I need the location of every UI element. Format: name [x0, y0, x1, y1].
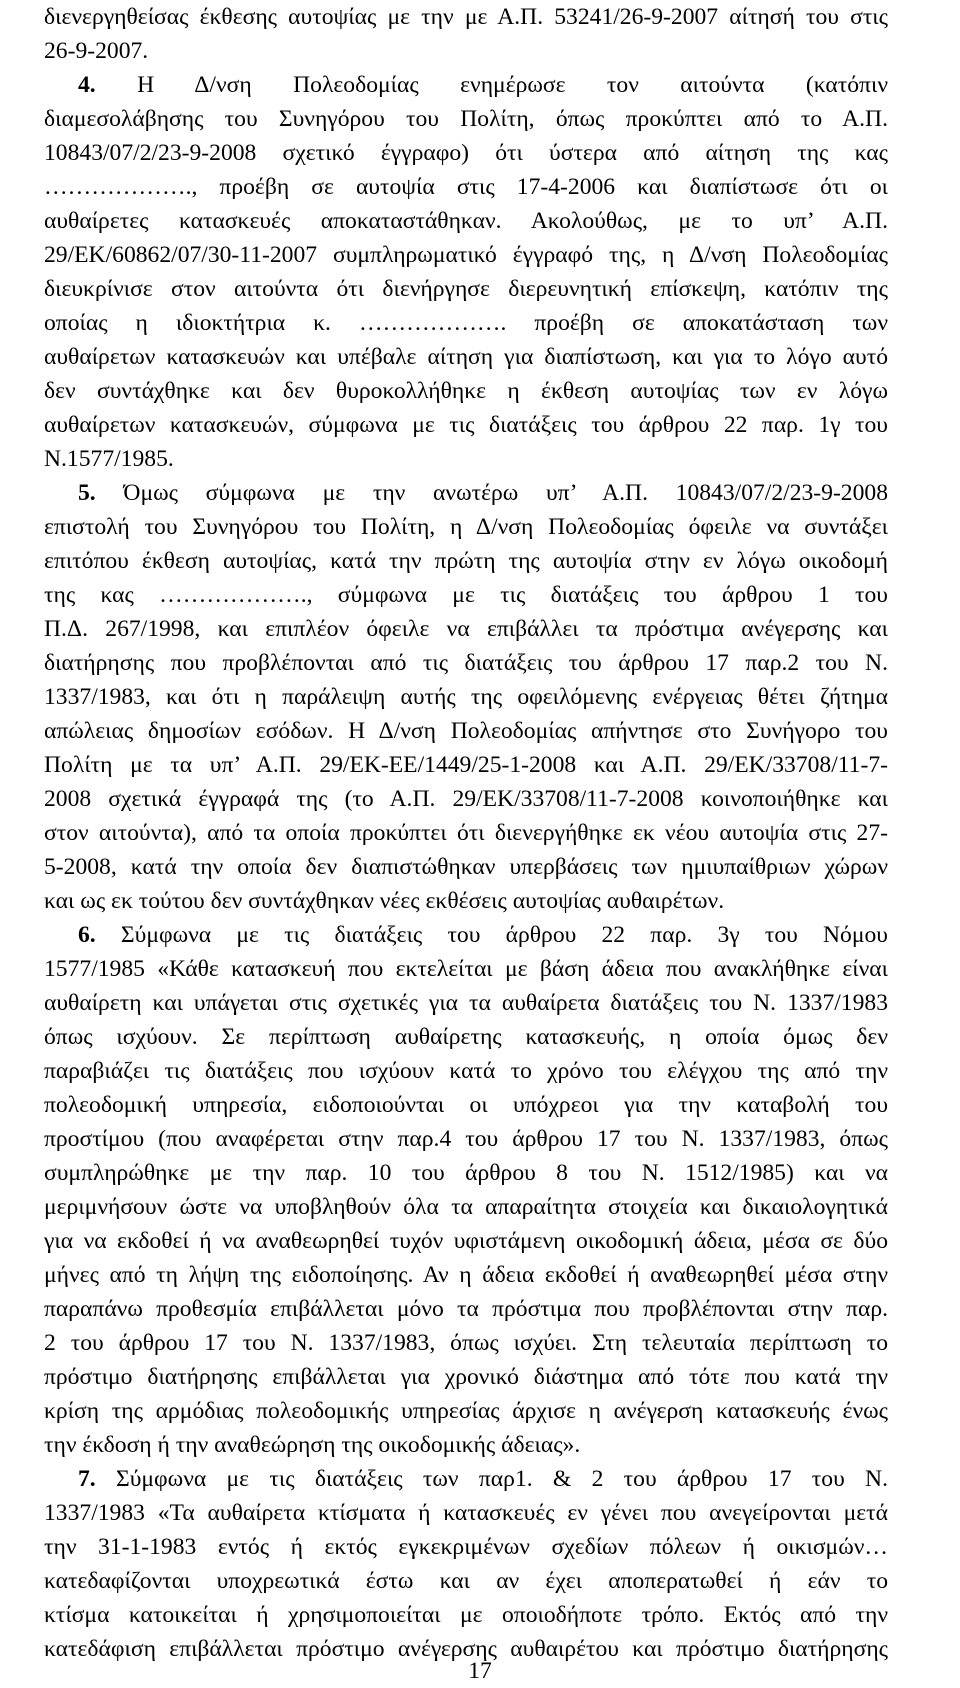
text-line: επιτόπου έκθεση αυτοψίας, κατά την πρώτη της αυτοψία στην εν λόγω οικοδομή: [44, 548, 888, 574]
text-line: προστίμου (που αναφέρεται στην παρ.4 του άρθρου 17 του Ν. 1337/1983, όπως: [44, 1126, 888, 1152]
text-line: αυθαίρετες κατασκευές αποκαταστάθηκαν. Ακολούθως, με το υπ’ Α.Π.: [44, 208, 888, 234]
text-line: για να εκδοθεί ή να αναθεωρηθεί τυχόν υφιστάμενη οικοδομική άδεια, μέσα σε δύο: [44, 1228, 888, 1254]
text-line: κατεδάφιση επιβάλλεται πρόστιμο ανέγερσης αυθαιρέτου και πρόστιμο διατήρησης: [44, 1636, 888, 1662]
text-line: αυθαίρετων κατασκευών και υπέβαλε αίτηση για διαπίστωση, και για το λόγο αυτό: [44, 344, 888, 370]
text-line: 5-2008, κατά την οποία δεν διαπιστώθηκαν υπερβάσεις των ημιυπαίθριων χώρων: [44, 854, 888, 880]
text-line: κρίση της αρμόδιας πολεοδομικής υπηρεσίας άρχισε η ανέγερση κατασκευής ένως: [44, 1398, 888, 1424]
text-line: στον αιτούντα), από τα οποία προκύπτει ότι διενεργήθηκε εκ νέου αυτοψία στις 27-: [44, 820, 888, 846]
text-line: δεν συντάχθηκε και δεν θυροκολλήθηκε η έκθεση αυτοψίας των εν λόγω: [44, 378, 888, 404]
text-line: 1577/1985 «Κάθε κατασκευή που εκτελείται με βάση άδεια που ανακλήθηκε είναι: [44, 956, 888, 982]
text-line: επιστολή του Συνηγόρου του Πολίτη, η Δ/νση Πολεοδομίας όφειλε να συντάξει: [44, 514, 888, 540]
text-line: κατεδαφίζονται υποχρεωτικά έστω και αν έχει αποπερατωθεί ή εάν το: [44, 1568, 888, 1594]
text-line: μήνες από τη λήψη της ειδοποίησης. Αν η άδεια εκδοθεί ή αναθεωρηθεί μέσα στην: [44, 1262, 888, 1288]
text-line: διαμεσολάβησης του Συνηγόρου του Πολίτη, όπως προκύπτει από το Α.Π.: [44, 106, 888, 132]
text-line: πολεοδομική υπηρεσία, ειδοποιούνται οι υπόχρεοι για την καταβολή του: [44, 1092, 888, 1118]
paragraph-number: 5.: [78, 480, 96, 506]
text-line: διατήρησης που προβλέπονται από τις διατάξεις του άρθρου 17 παρ.2 του Ν.: [44, 650, 888, 676]
text-line: 29/ΕΚ/60862/07/30-11-2007 συμπληρωματικό έγγραφό της, η Δ/νση Πολεοδομίας: [44, 242, 888, 268]
text-line: 10843/07/2/23-9-2008 σχετικό έγγραφο) ότι ύστερα από αίτηση της κας: [44, 140, 888, 166]
text-line: παραβιάζει τις διατάξεις που ισχύουν κατά το χρόνο του ελέγχου της από την: [44, 1058, 888, 1084]
text-line: Πολίτη με τα υπ’ Α.Π. 29/ΕΚ-ΕΕ/1449/25-1-2008 και Α.Π. 29/ΕΚ/33708/11-7-: [44, 752, 888, 778]
text-line: την έκδοση ή την αναθεώρηση της οικοδομικής άδειας».: [44, 1432, 581, 1458]
page-number: 17: [468, 1658, 492, 1684]
paragraph-6-start: 6. Σύμφωνα με τις διατάξεις του άρθρου 22 παρ. 3γ του Νόμου: [78, 922, 888, 948]
paragraph-7-start: 7. Σύμφωνα με τις διατάξεις των παρ1. & 2 του άρθρου 17 του Ν.: [78, 1466, 888, 1492]
text-line: κτίσμα κατοικείται ή χρησιμοποιείται με οποιοδήποτε τρόπο. Εκτός από την: [44, 1602, 888, 1628]
paragraph-5-start: 5. Όμως σύμφωνα με την ανωτέρω υπ’ Α.Π. 10843/07/2/23-9-2008: [78, 480, 888, 506]
paragraph-4-start: 4. Η Δ/νση Πολεοδομίας ενημέρωσε τον αιτούντα (κατόπιν: [78, 72, 888, 98]
text-line: παραπάνω προθεσμία επιβάλλεται μόνο τα πρόστιμα που προβλέπονται στην παρ.: [44, 1296, 888, 1322]
text-line: Π.Δ. 267/1998, και επιπλέον όφειλε να επιβάλλει τα πρόστιμα ανέγερσης και: [44, 616, 888, 642]
text-line: 2008 σχετικά έγγραφά της (το Α.Π. 29/ΕΚ/33708/11-7-2008 κοινοποιήθηκε και: [44, 786, 888, 812]
text-line: όπως ισχύουν. Σε περίπτωση αυθαίρετης κατασκευής, η οποία όμως δεν: [44, 1024, 888, 1050]
text-line: αυθαίρετη και υπάγεται στις σχετικές για τα αυθαίρετα διατάξεις του Ν. 1337/1983: [44, 990, 888, 1016]
text-line: 2 του άρθρου 17 του Ν. 1337/1983, όπως ισχύει. Στη τελευταία περίπτωση το: [44, 1330, 888, 1356]
text-line: διευκρίνισε στον αιτούντα ότι διενήργησε διερευνητική επίσκεψη, κατόπιν της: [44, 276, 888, 302]
text-line: αυθαίρετων κατασκευών, σύμφωνα με τις διατάξεις του άρθρου 22 παρ. 1γ του: [44, 412, 888, 438]
text-line: μεριμνήσουν ώστε να υποβληθούν όλα τα απαραίτητα στοιχεία και δικαιολογητικά: [44, 1194, 888, 1220]
paragraph-number: 6.: [78, 922, 96, 948]
text-line: 1337/1983 «Τα αυθαίρετα κτίσματα ή κατασκευές εν γένει που ανεγείρονται μετά: [44, 1500, 888, 1526]
text-line: και ως εκ τούτου δεν συντάχθηκαν νέες εκθέσεις αυτοψίας αυθαιρέτων.: [44, 888, 725, 914]
paragraph-number: 7.: [78, 1466, 96, 1492]
text-line: 26-9-2007.: [44, 38, 149, 64]
text-line: ………………., προέβη σε αυτοψία στις 17-4-2006 και διαπίστωσε ότι οι: [44, 174, 888, 200]
text-line: συμπληρώθηκε με την παρ. 10 του άρθρου 8 του Ν. 1512/1985) και να: [44, 1160, 888, 1186]
text-line: πρόστιμο διατήρησης επιβάλλεται για χρονικό διάστημα από τότε που κατά την: [44, 1364, 888, 1390]
paragraph-number: 4.: [78, 72, 96, 98]
text-line: απώλειας δημοσίων εσόδων. Η Δ/νση Πολεοδομίας απήντησε στο Συνήγορο του: [44, 718, 888, 744]
text-line: 1337/1983, και ότι η παράλειψη αυτής της οφειλόμενης ενέργειας θέτει ζήτημα: [44, 684, 888, 710]
text-line: διενεργηθείσας έκθεσης αυτοψίας με την με Α.Π. 53241/26-9-2007 αίτησή του στις: [44, 4, 888, 30]
text-line: της κας ………………., σύμφωνα με τις διατάξεις του άρθρου 1 του: [44, 582, 888, 608]
text-line: Ν.1577/1985.: [44, 446, 174, 472]
text-line: οποίας η ιδιοκτήτρια κ. ………………. προέβη σε αποκατάσταση των: [44, 310, 888, 336]
text-line: την 31-1-1983 εντός ή εκτός εγκεκριμένων σχεδίων πόλεων ή οικισμών…: [44, 1534, 888, 1560]
